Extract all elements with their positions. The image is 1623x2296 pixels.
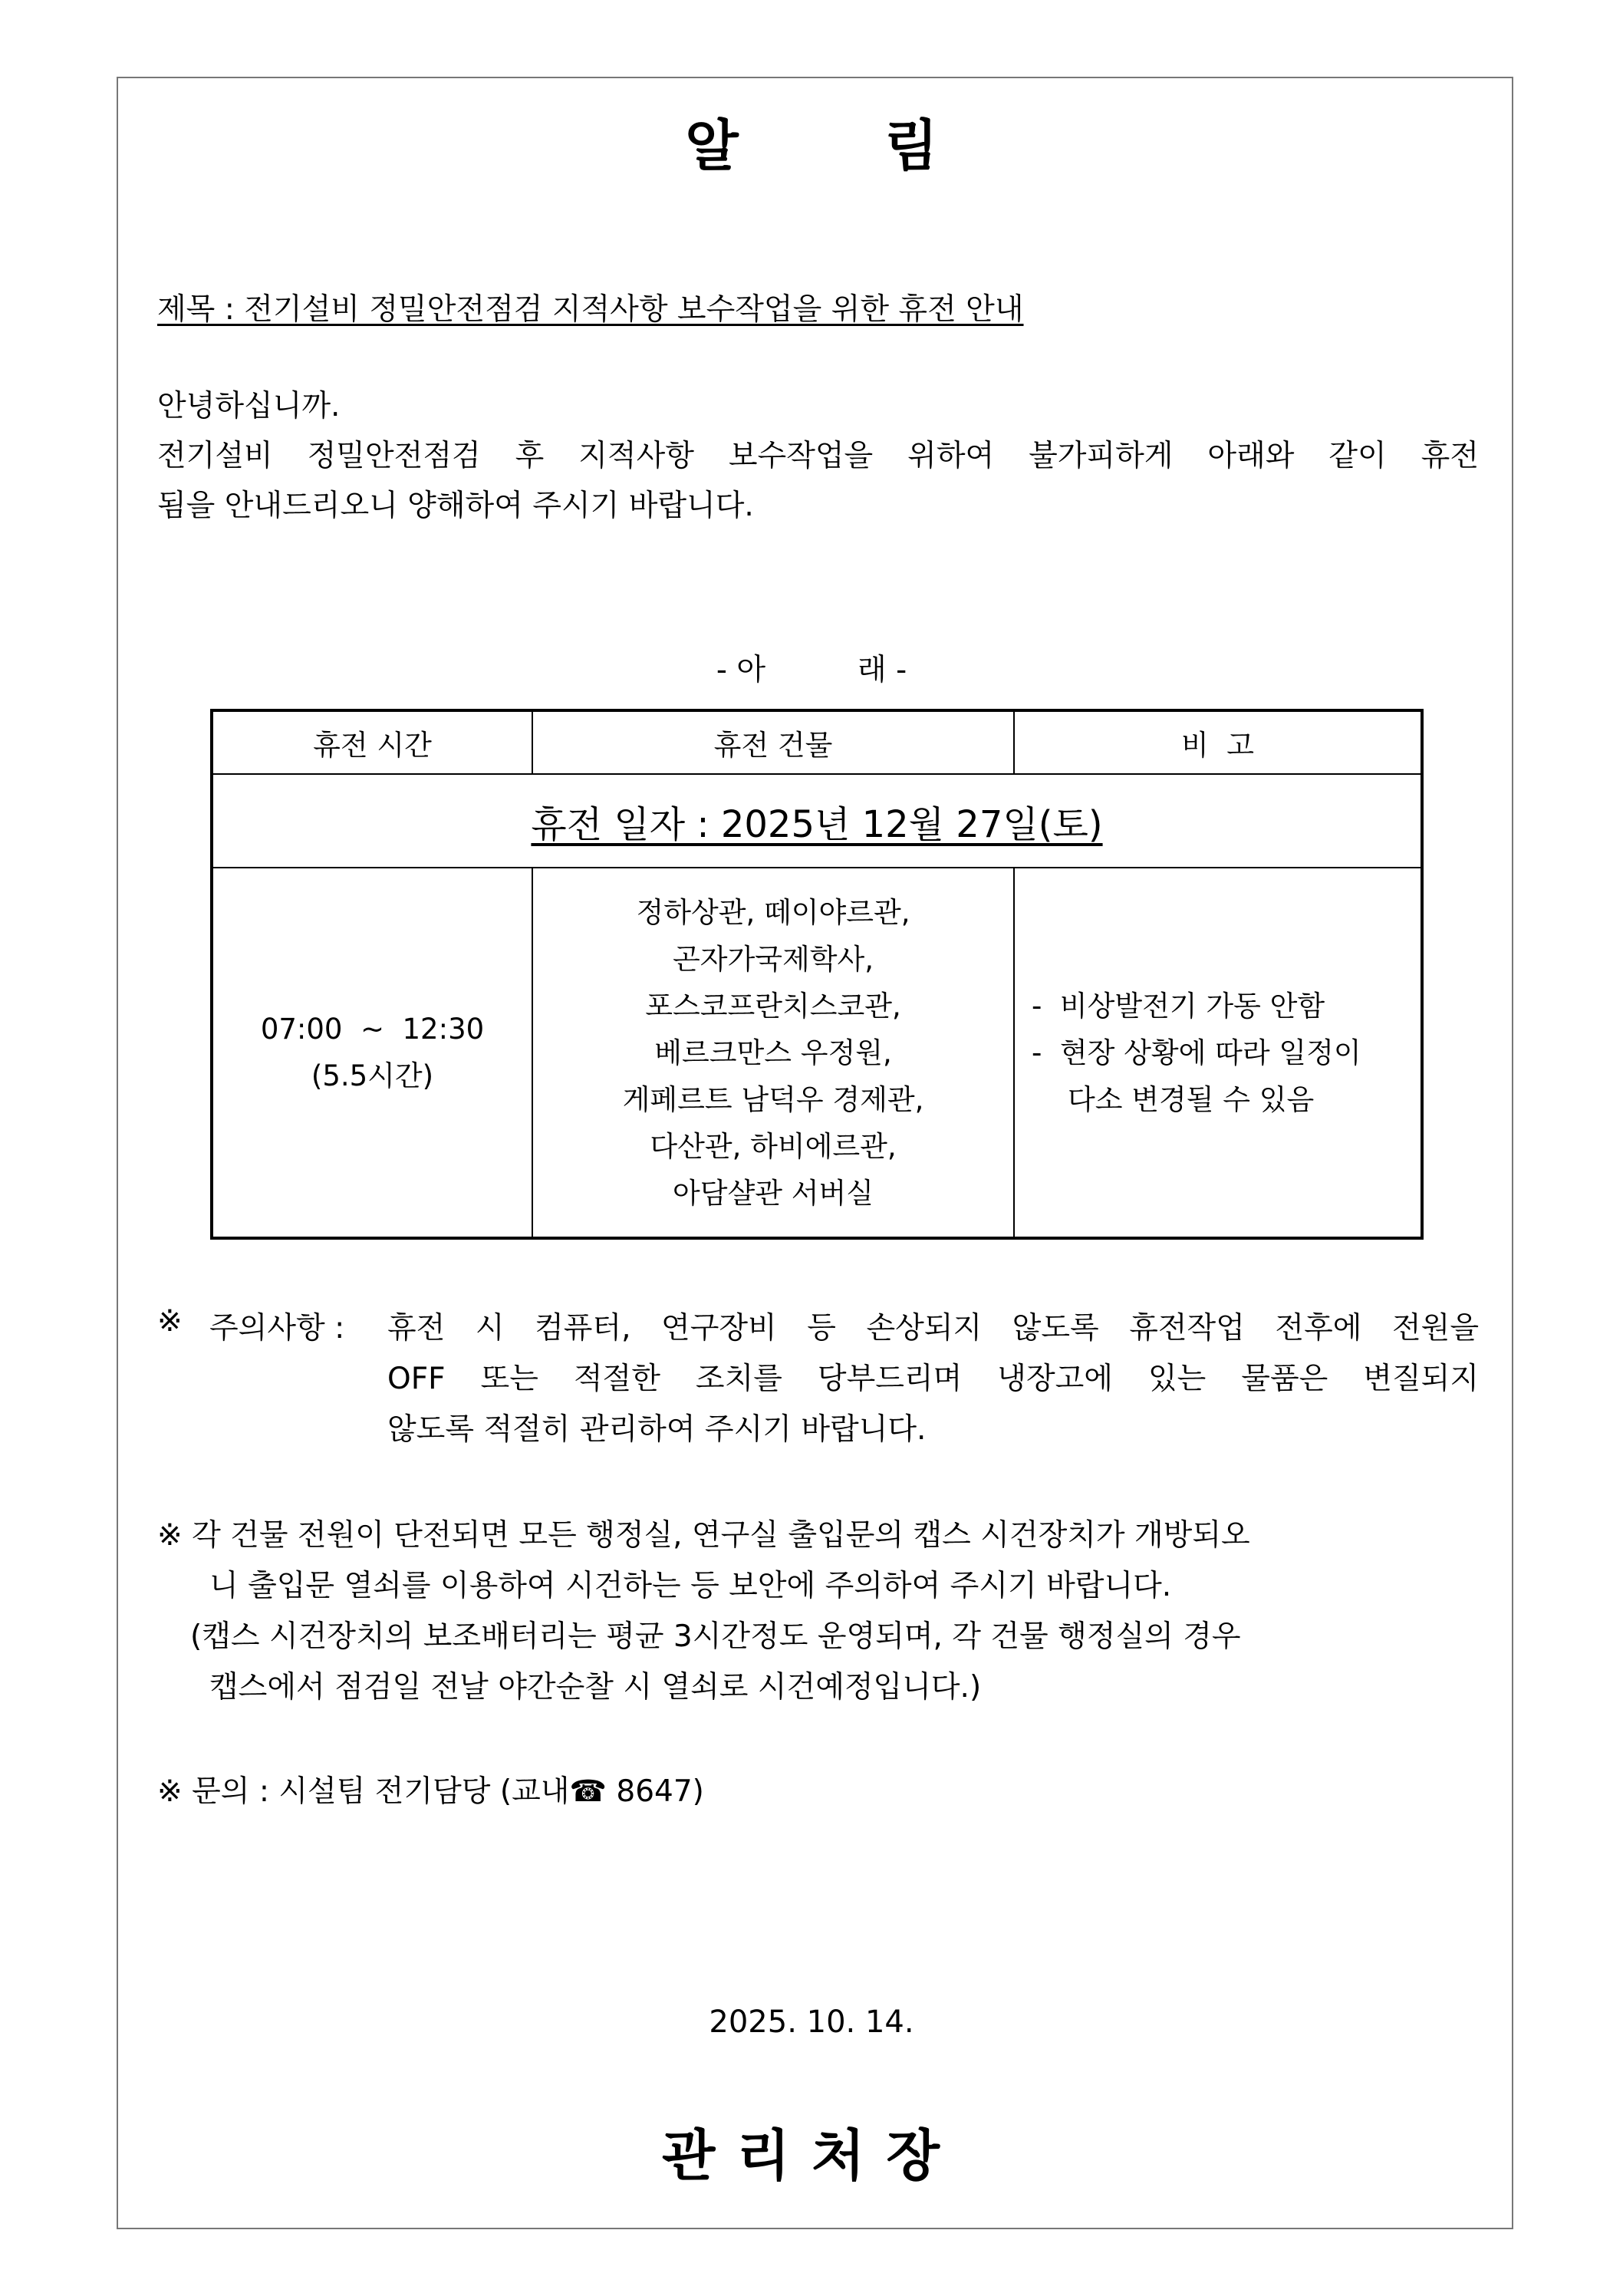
header-buildings: 휴전 건물 [532, 710, 1014, 774]
building-line: 포스코프란치스코관, [645, 989, 901, 1023]
security-line-1: ※ 각 건물 전원이 단전되면 모든 행정실, 연구실 출입문의 캡스 시건장치가 개방되오 [157, 1518, 1250, 1553]
buildings-cell [532, 868, 1014, 1238]
security-line-2: 니 출입문 열쇠를 이용하여 시건하는 등 보안에 주의하여 주시기 바랍니다. [209, 1569, 1172, 1603]
building-line: 베르크만스 우정원, [654, 1036, 892, 1069]
table-date-row [212, 774, 1422, 868]
section-heading-left: - 아 [716, 653, 765, 687]
title-left-char: 알 [685, 114, 739, 178]
subject-line: 제목 : 전기설비 정밀안전점검 지적사항 보수작업을 위한 휴전 안내 [157, 292, 1024, 327]
building-line: 아담샬관 서버실 [673, 1176, 874, 1210]
contact-line: ※ 문의 : 시설팀 전기담당 (교내☎ 8647) [157, 1774, 704, 1809]
intro-line-2: 됨을 안내드리오니 양해하여 주시기 바랍니다. [157, 489, 754, 523]
security-line-3: (캡스 시건장치의 보조배터리는 평균 3시간정도 운영되며, 각 건물 행정실의 경우 [190, 1619, 1241, 1654]
caution-mark: ※ [157, 1304, 183, 1339]
notes-cell [1014, 868, 1422, 1238]
section-heading [0, 646, 1623, 689]
greeting: 안녕하십니까. [157, 389, 341, 423]
intro-line-1: 전기설비 정밀안전점검 후 지적사항 보수작업을 위하여 불가피하게 아래와 같이 휴전 [157, 439, 1479, 473]
section-heading-right: 래 - [858, 653, 907, 687]
header-notes: 비 고 [1014, 710, 1422, 774]
outage-time-cell [212, 868, 532, 1238]
issuer-title: 관리처장 [661, 2123, 962, 2188]
outage-duration: (5.5시간) [311, 1059, 434, 1092]
table-header-row [212, 710, 1422, 774]
building-line: 정하상관, 떼이야르관, [636, 895, 910, 929]
caution-line-1: 휴전 시 컴퓨터, 연구장비 등 손상되지 않도록 휴전작업 전후에 전원을 [387, 1311, 1479, 1346]
note-line: - 비상발전기 가동 안함 [1032, 989, 1325, 1023]
header-time: 휴전 시간 [212, 710, 532, 774]
security-line-4: 캡스에서 점검일 전날 야간순찰 시 열쇠로 시건예정입니다.) [209, 1670, 982, 1705]
outage-schedule-table [210, 709, 1424, 1240]
outage-time-range: 07:00 ~ 12:30 [260, 1013, 485, 1046]
note-line: - 현장 상황에 따라 일정이 [1032, 1036, 1361, 1069]
building-line: 곤자가국제학사, [673, 942, 874, 976]
caution-line-3: 않도록 적절히 관리하여 주시기 바랍니다. [387, 1412, 927, 1447]
table-row [212, 868, 1422, 1238]
caution-line-2: OFF 또는 적절한 조치를 당부드리며 냉장고에 있는 물품은 변질되지 [387, 1362, 1479, 1396]
note-line: 다소 변경될 수 있음 [1032, 1082, 1315, 1116]
document-title [0, 101, 1623, 181]
caution-label: 주의사항 : [209, 1311, 345, 1346]
issue-date: 2025. 10. 14. [709, 2004, 914, 2040]
title-right-char: 림 [884, 114, 938, 178]
building-line: 다산관, 하비에르관, [650, 1129, 897, 1163]
building-line: 게페르트 남덕우 경제관, [622, 1082, 924, 1116]
outage-date: 휴전 일자 : 2025년 12월 27일(토) [212, 774, 1422, 868]
